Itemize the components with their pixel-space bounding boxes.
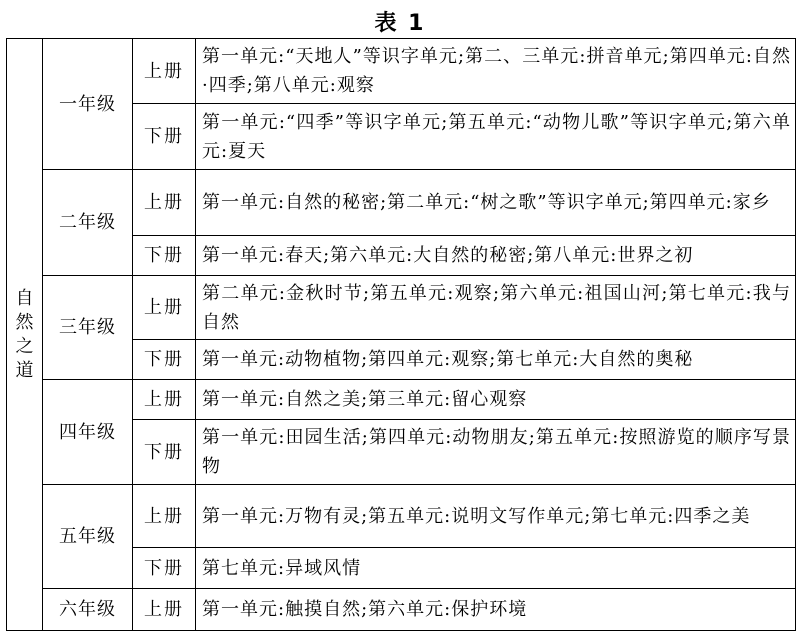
volume-cell: 下册 <box>133 104 196 170</box>
grade-cell: 一年级 <box>43 39 133 170</box>
content-cell: 第七单元:异域风情 <box>196 548 796 589</box>
content-cell: 第一单元:万物有灵;第五单元:说明文写作单元;第七单元:四季之美 <box>196 485 796 548</box>
table-row <box>7 380 796 420</box>
curriculum-table <box>6 38 796 631</box>
table-row <box>7 170 796 236</box>
category-cell <box>7 39 43 631</box>
table-row <box>7 39 796 104</box>
grade-cell: 六年级 <box>43 589 133 631</box>
content-cell: 第一单元:春天;第六单元:大自然的秘密;第八单元:世界之初 <box>196 236 796 276</box>
table-row <box>7 276 796 340</box>
table-row <box>7 485 796 548</box>
volume-cell: 上册 <box>133 276 196 340</box>
volume-cell: 下册 <box>133 548 196 589</box>
volume-cell: 上册 <box>133 485 196 548</box>
content-cell: 第一单元:自然的秘密;第二单元:“树之歌”等识字单元;第四单元:家乡 <box>196 170 796 236</box>
content-cell: 第一单元:田园生活;第四单元:动物朋友;第五单元:按照游览的顺序写景物 <box>196 420 796 485</box>
volume-cell: 上册 <box>133 589 196 631</box>
content-cell: 第一单元:自然之美;第三单元:留心观察 <box>196 380 796 420</box>
category-label: 自然之道 <box>15 287 34 381</box>
content-cell: 第一单元:触摸自然;第六单元:保护环境 <box>196 589 796 631</box>
volume-cell: 下册 <box>133 340 196 380</box>
content-cell: 第二单元:金秋时节;第五单元:观察;第六单元:祖国山河;第七单元:我与自然 <box>196 276 796 340</box>
table-title: 表 1 <box>374 11 426 36</box>
volume-cell: 下册 <box>133 420 196 485</box>
grade-cell: 五年级 <box>43 485 133 589</box>
table-row <box>7 589 796 631</box>
volume-cell: 上册 <box>133 380 196 420</box>
grade-cell: 三年级 <box>43 276 133 380</box>
grade-cell: 二年级 <box>43 170 133 276</box>
content-cell: 第一单元:“四季”等识字单元;第五单元:“动物儿歌”等识字单元;第六单元:夏天 <box>196 104 796 170</box>
grade-cell: 四年级 <box>43 380 133 485</box>
content-cell: 第一单元:动物植物;第四单元:观察;第七单元:大自然的奥秘 <box>196 340 796 380</box>
volume-cell: 上册 <box>133 39 196 104</box>
volume-cell: 下册 <box>133 236 196 276</box>
content-cell: 第一单元:“天地人”等识字单元;第二、三单元:拼音单元;第四单元:自然·四季;第八单元:观察 <box>196 39 796 104</box>
volume-cell: 上册 <box>133 170 196 236</box>
